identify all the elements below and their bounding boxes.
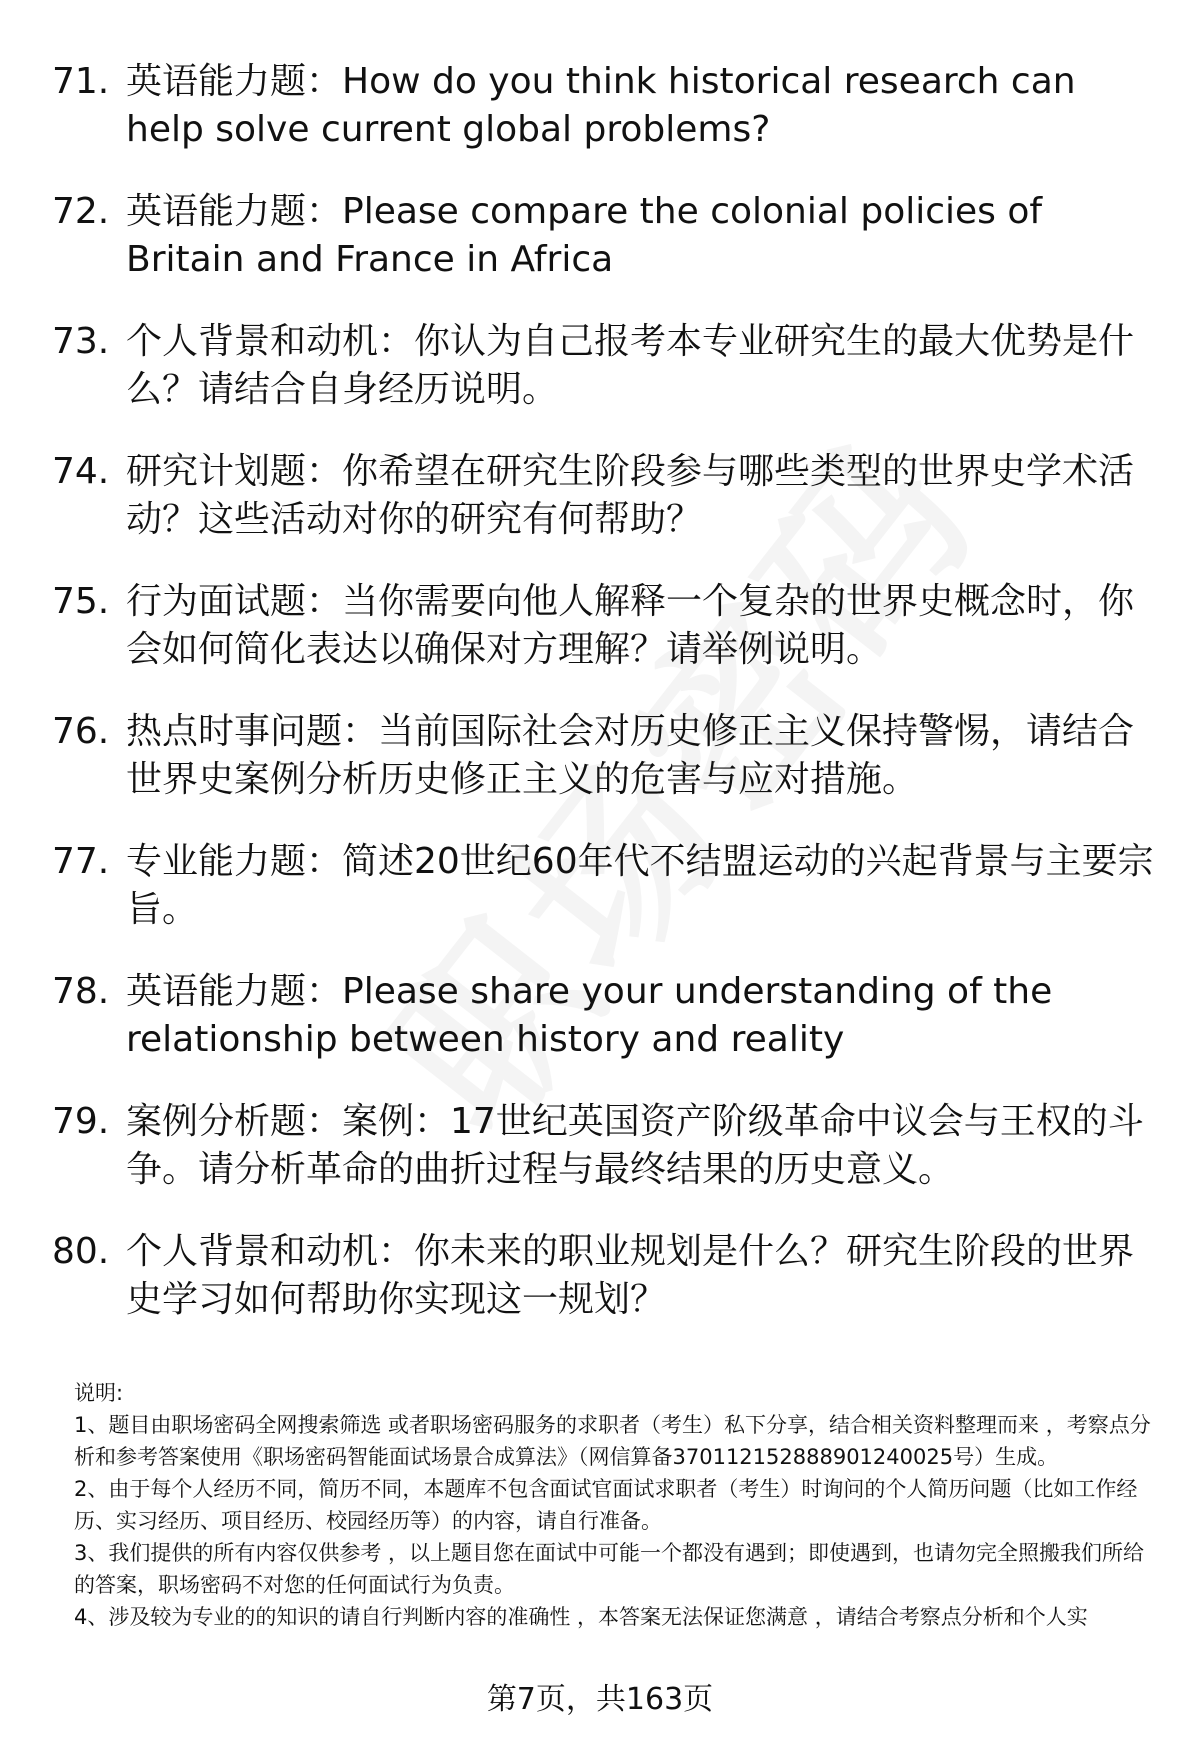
question-number: 79.: [52, 1101, 110, 1142]
question-number: 73.: [52, 321, 110, 362]
question-text: 案例分析题：案例：17世纪英国资产阶级革命中议会与王权的斗争。请分析革命的曲折过程与最终结果的历史意义。: [126, 1101, 1144, 1190]
question-text: 英语能力题：Please compare the colonial policies of Britain and France in Africa: [126, 191, 1043, 280]
notes-heading: 说明:: [74, 1381, 124, 1405]
question-text: 专业能力题：简述20世纪60年代不结盟运动的兴起背景与主要宗旨。: [126, 841, 1154, 930]
question-item: [52, 838, 1162, 934]
note-item: 4、涉及较为专业的的知识的请自行判断内容的准确性 ，本答案无法保证您满意 ，请结合考察点分析和个人实: [74, 1605, 1088, 1629]
question-item: [52, 1228, 1162, 1324]
question-number: 80.: [52, 1231, 110, 1272]
question-item: [52, 448, 1162, 544]
question-text: 研究计划题：你希望在研究生阶段参与哪些类型的世界史学术活动？这些活动对你的研究有何帮助？: [126, 451, 1135, 540]
question-text: 英语能力题：Please share your understanding of the relationship between history and reality: [126, 971, 1053, 1060]
question-text: 个人背景和动机：你未来的职业规划是什么？研究生阶段的世界史学习如何帮助你实现这一规划？: [126, 1231, 1135, 1320]
question-item: [52, 1098, 1162, 1194]
question-item: [52, 58, 1162, 154]
question-number: 71.: [52, 61, 110, 102]
note-item: 2、由于每个人经历不同，简历不同，本题库不包含面试官面试求职者（考生）时询问的个人简历问题（比如工作经历、实习经历、项目经历、校园经历等）的内容，请自行准备。: [74, 1477, 1138, 1533]
question-number: 75.: [52, 581, 110, 622]
question-number: 72.: [52, 191, 110, 232]
question-item: [52, 188, 1162, 284]
note-item: 3、我们提供的所有内容仅供参考 ，以上题目您在面试中可能一个都没有遇到；即使遇到，也请勿完全照搬我们所给的答案，职场密码不对您的任何面试行为负责。: [74, 1541, 1145, 1597]
question-item: [52, 318, 1162, 414]
question-text: 个人背景和动机：你认为自己报考本专业研究生的最大优势是什么？请结合自身经历说明。: [126, 321, 1135, 410]
question-item: [52, 968, 1162, 1064]
question-number: 77.: [52, 841, 110, 882]
page-number: 第7页，共163页: [486, 1682, 714, 1717]
question-list: [52, 58, 1162, 1358]
note-item: 1、题目由职场密码全网搜索筛选 或者职场密码服务的求职者（考生）私下分享，结合相关资料整理而来 ，考察点分析和参考答案使用《职场密码智能面试场景合成算法》（网信算备370112152888901240025号）生成。: [74, 1413, 1151, 1469]
question-item: [52, 708, 1162, 804]
question-number: 74.: [52, 451, 110, 492]
question-text: 热点时事问题：当前国际社会对历史修正主义保持警惕，请结合世界史案例分析历史修正主义的危害与应对措施。: [126, 711, 1135, 800]
question-number: 78.: [52, 971, 110, 1012]
question-item: [52, 578, 1162, 674]
question-text: 英语能力题：How do you think historical research can help solve current global problems?: [126, 61, 1076, 150]
question-text: 行为面试题：当你需要向他人解释一个复杂的世界史概念时，你会如何简化表达以确保对方理解？请举例说明。: [126, 581, 1135, 670]
notes-section: [74, 1377, 1154, 1633]
question-number: 76.: [52, 711, 110, 752]
